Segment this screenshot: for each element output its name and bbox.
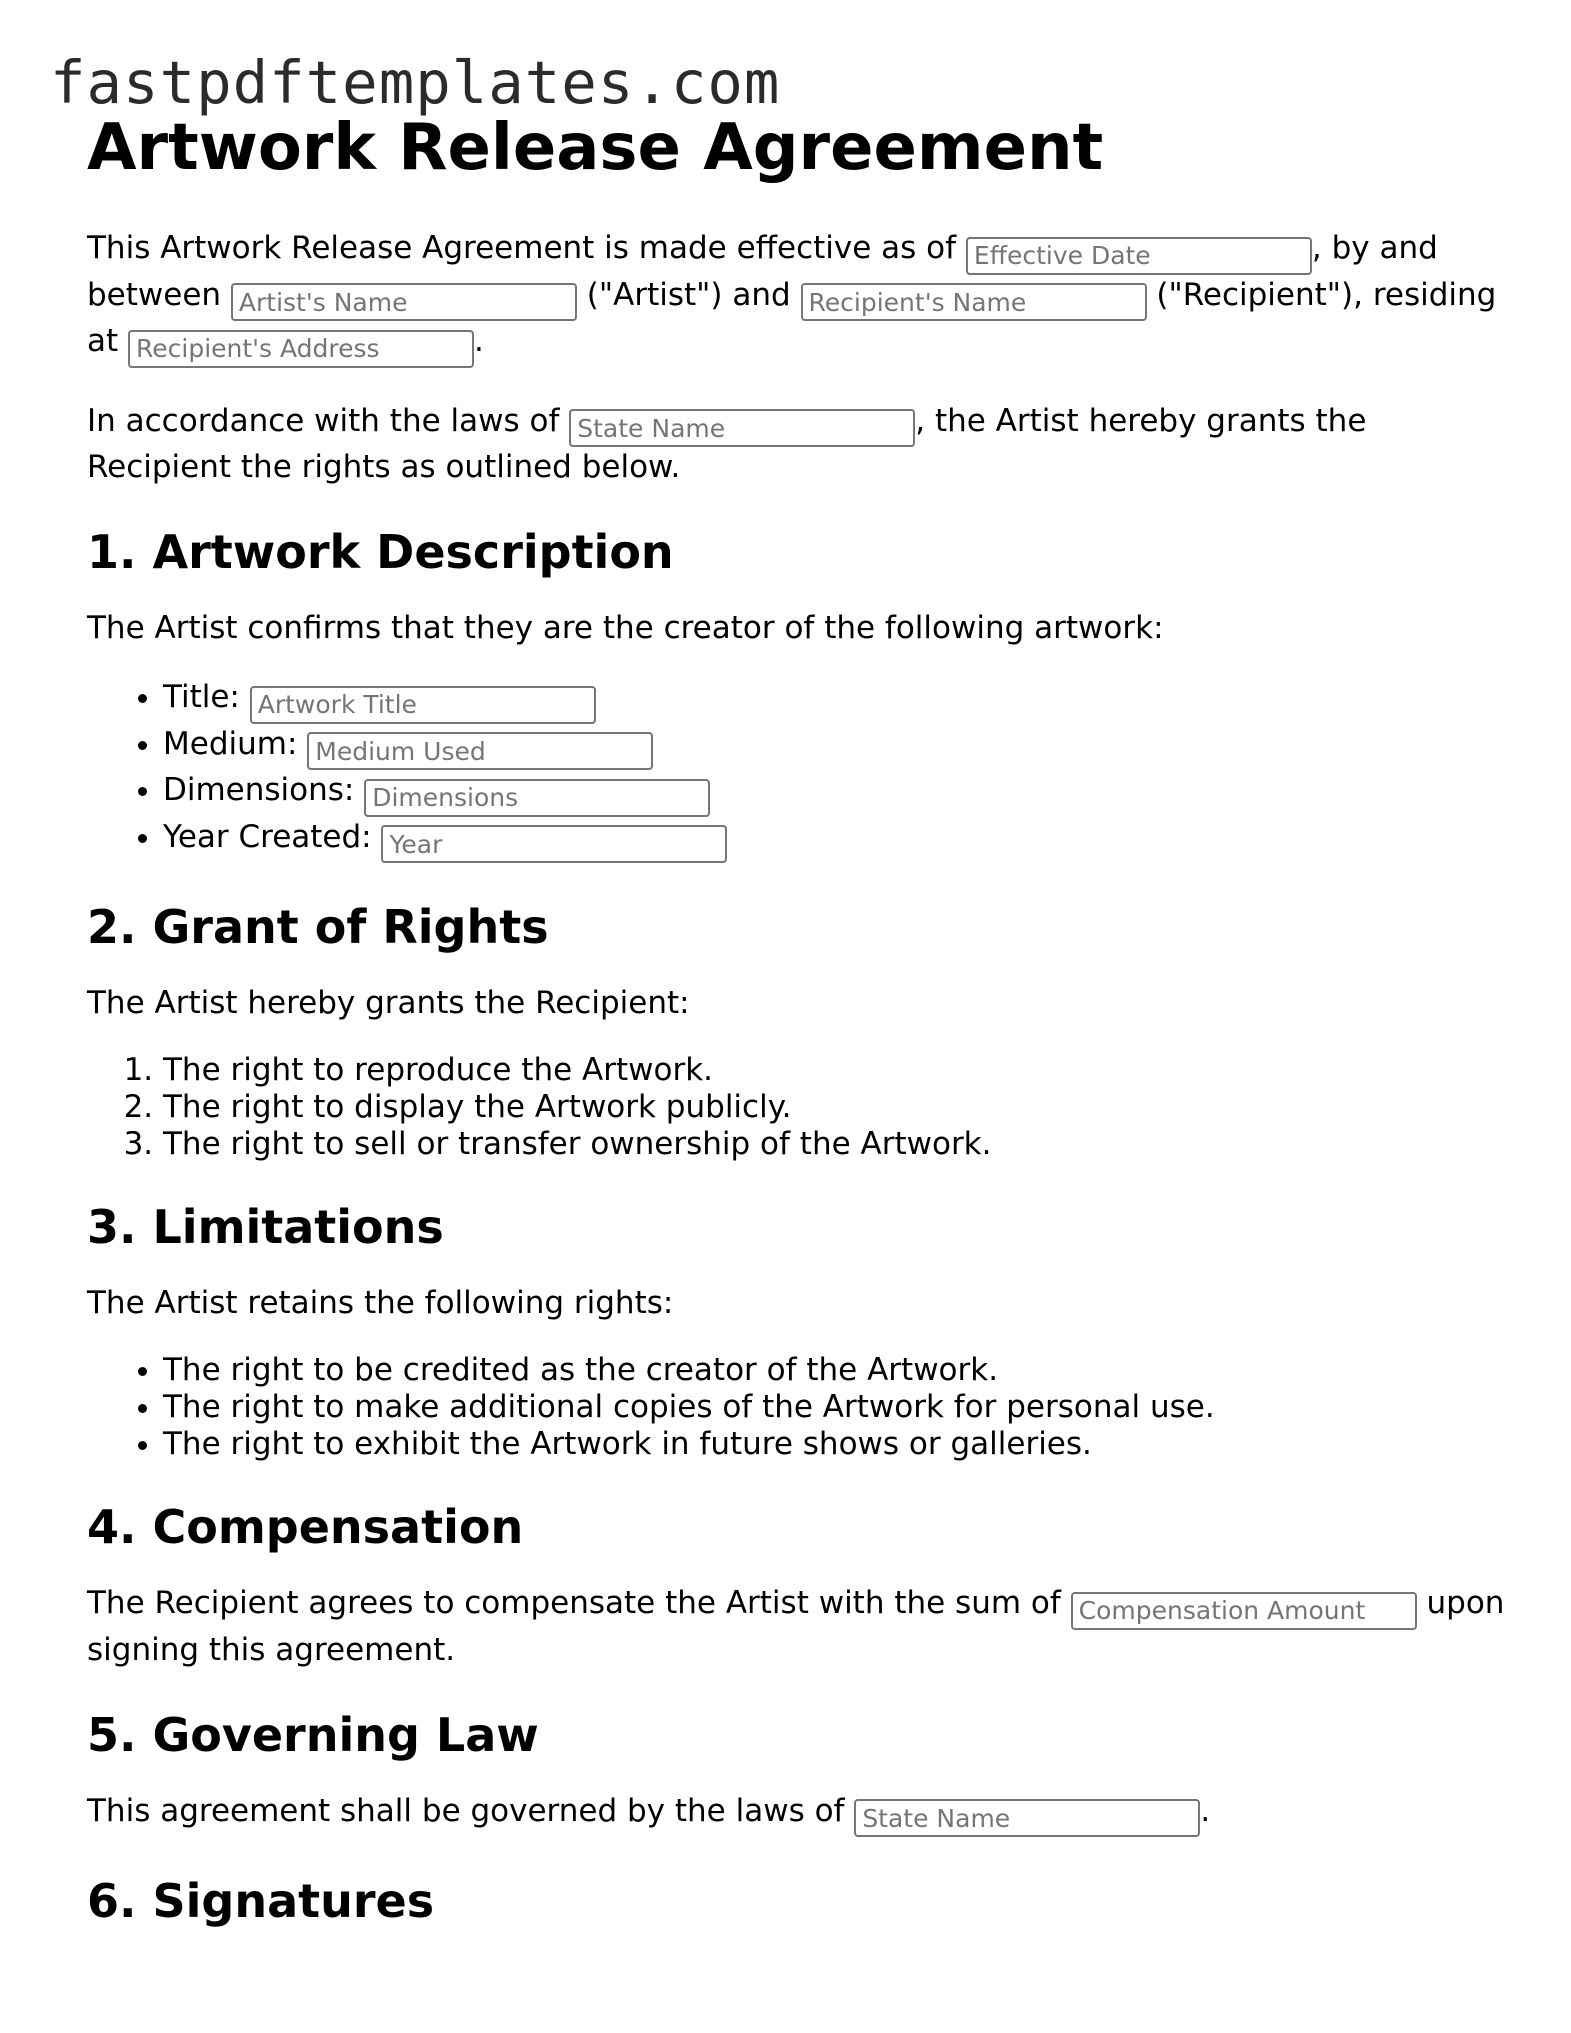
section-heading-signatures: 6. Signatures bbox=[87, 1874, 435, 1928]
compensation-text: The Recipient agrees to compensate the Artist with the sum of bbox=[87, 1585, 1071, 1621]
field-label: Dimensions: bbox=[163, 772, 365, 808]
laws-text: , the Artist hereby grants the Recipient the rights as outlined below. bbox=[87, 402, 1367, 485]
intro-paragraph bbox=[87, 228, 1507, 368]
compensation-amount-input[interactable] bbox=[1071, 1592, 1417, 1630]
intro-text: ("Artist") and bbox=[576, 276, 801, 313]
list-item: 3. The right to sell or transfer ownership of the Artwork. bbox=[163, 1126, 1507, 1163]
compensation-text: upon signing this agreement. bbox=[87, 1585, 1505, 1668]
governing-law-text: . bbox=[1200, 1792, 1211, 1829]
list-item: 2. The right to display the Artwork publicly. bbox=[163, 1089, 1507, 1126]
document bbox=[87, 108, 1507, 1929]
list-item bbox=[163, 817, 1507, 864]
list-item: 1. The right to reproduce the Artwork. bbox=[163, 1052, 1507, 1089]
intro-text: This Artwork Release Agreement is made effective as of bbox=[87, 230, 966, 266]
field-label: Title: bbox=[163, 679, 250, 715]
grant-of-rights-intro: The Artist hereby grants the Recipient: bbox=[87, 985, 690, 1021]
artwork-fields-list bbox=[87, 677, 1507, 863]
year-input[interactable] bbox=[381, 825, 727, 863]
limitations-intro: The Artist retains the following rights: bbox=[87, 1285, 674, 1321]
intro-text: ("Recipient"), residing at bbox=[87, 276, 1497, 359]
intro-text: , by and between bbox=[87, 230, 1438, 313]
compensation-paragraph bbox=[87, 1583, 1507, 1671]
field-label: Medium: bbox=[163, 725, 308, 762]
list-item: • The right to make additional copies of the Artwork for personal use. bbox=[163, 1389, 1507, 1426]
artist-name-input[interactable] bbox=[231, 283, 577, 321]
recipient-name-input[interactable] bbox=[801, 283, 1147, 321]
document-title: Artwork Release Agreement bbox=[87, 111, 1104, 185]
governing-law-text: This agreement shall be governed by the laws of bbox=[87, 1792, 855, 1829]
section-heading-governing-law: 5. Governing Law bbox=[87, 1707, 539, 1762]
watermark: fastpdftemplates.com bbox=[50, 48, 781, 117]
field-label: Year Created: bbox=[163, 818, 382, 855]
intro-text: . bbox=[474, 323, 484, 359]
artwork-title-input[interactable] bbox=[250, 686, 596, 724]
section-heading-grant-of-rights: 2. Grant of Rights bbox=[87, 900, 549, 954]
section-heading-artwork-description: 1. Artwork Description bbox=[87, 525, 674, 579]
list-item bbox=[163, 724, 1507, 771]
laws-paragraph bbox=[87, 401, 1507, 489]
recipient-address-input[interactable] bbox=[128, 330, 474, 368]
governing-state-input[interactable] bbox=[854, 1799, 1200, 1837]
list-item: • The right to exhibit the Artwork in future shows or galleries. bbox=[163, 1426, 1507, 1463]
retained-rights-list bbox=[87, 1352, 1507, 1463]
section-heading-compensation: 4. Compensation bbox=[87, 1500, 524, 1554]
dimensions-input[interactable] bbox=[364, 779, 710, 817]
artwork-description-intro: The Artist confirms that they are the creator of the following artwork: bbox=[87, 610, 1164, 646]
laws-text: In accordance with the laws of bbox=[87, 402, 570, 439]
list-item: • The right to be credited as the creator of the Artwork. bbox=[163, 1352, 1507, 1389]
section-heading-limitations: 3. Limitations bbox=[87, 1200, 444, 1254]
governing-law-paragraph bbox=[87, 1791, 1507, 1838]
effective-date-input[interactable] bbox=[966, 237, 1312, 275]
state-name-input[interactable] bbox=[569, 409, 915, 447]
medium-input[interactable] bbox=[307, 732, 653, 770]
list-item bbox=[163, 677, 1507, 724]
list-item bbox=[163, 770, 1507, 817]
granted-rights-list bbox=[87, 1052, 1507, 1163]
